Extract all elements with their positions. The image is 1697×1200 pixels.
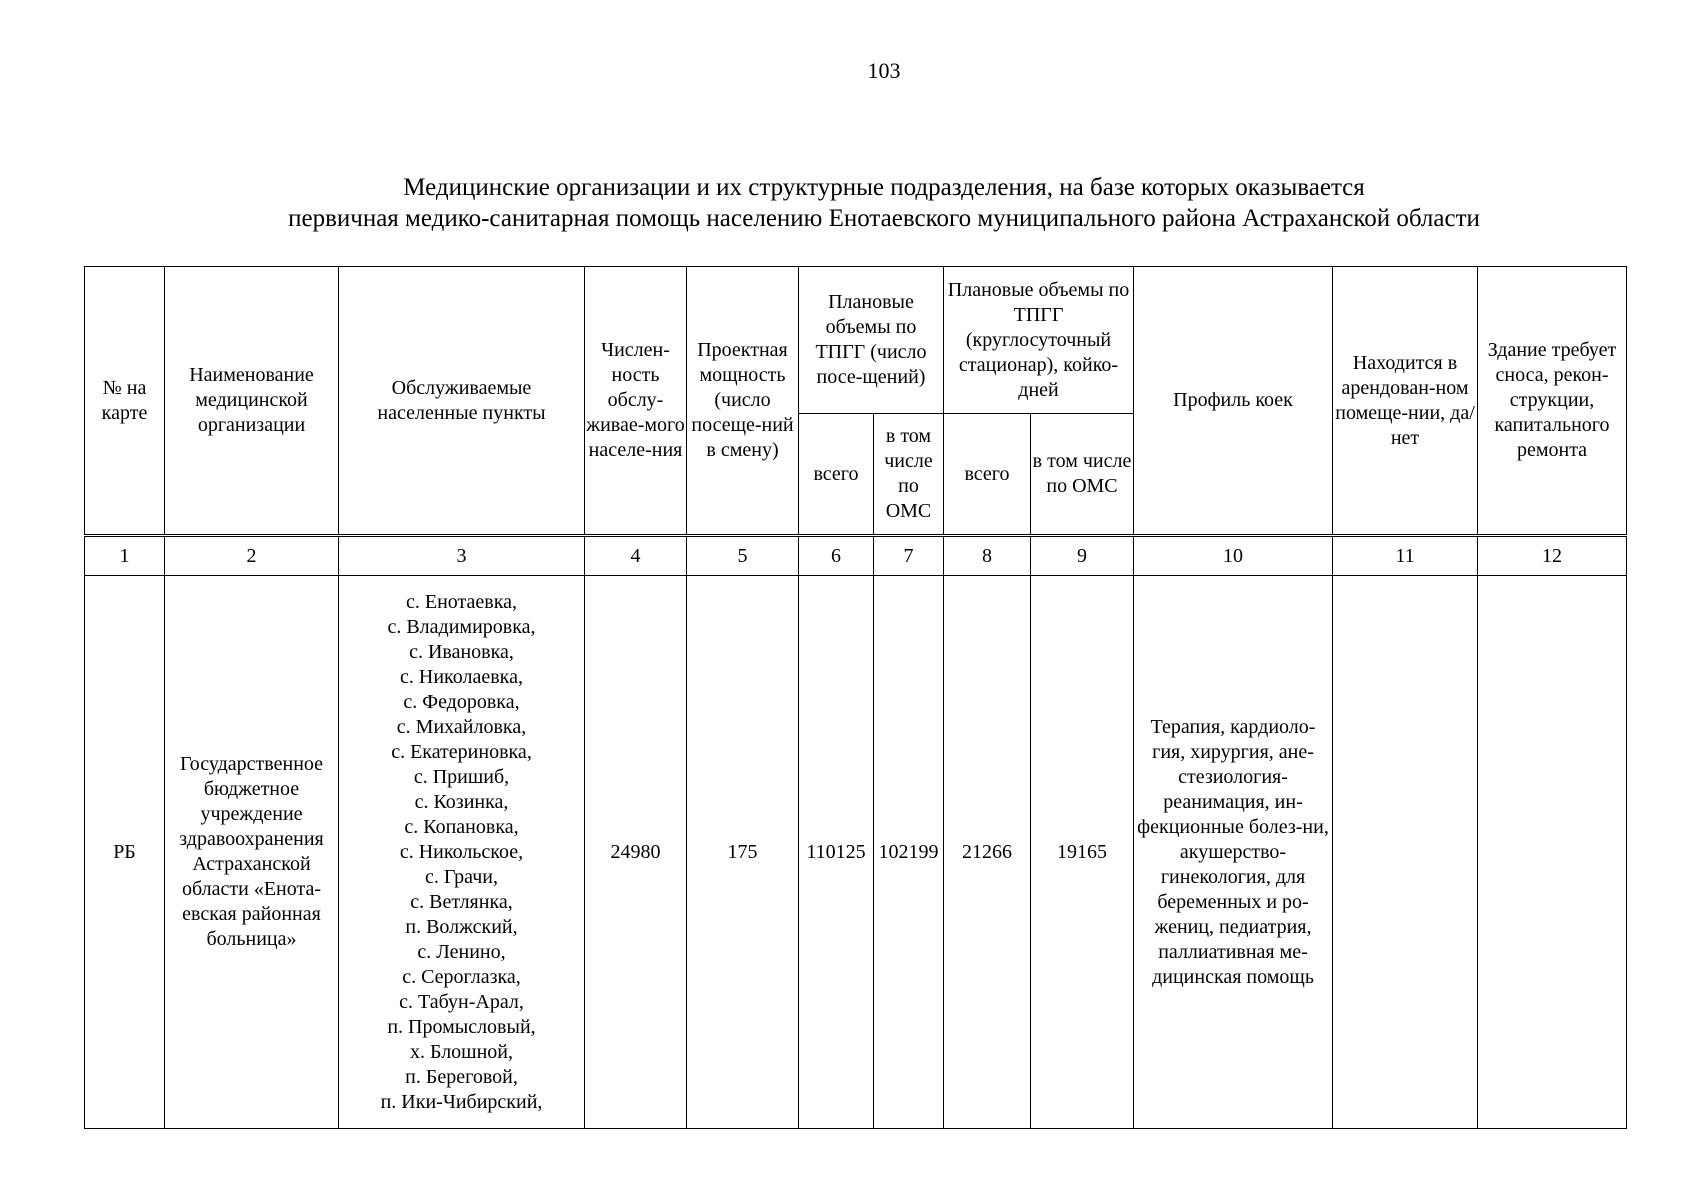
settlement-item: с. Ленино,: [417, 940, 506, 963]
organizations-table: [84, 266, 1627, 1129]
header-planned-bed-days: Плановые объемы по ТПГГ (круглосуточный стационар), койко-дней: [944, 267, 1134, 414]
settlement-item: с. Ветлянка,: [410, 890, 513, 913]
subheader-visits-total: всего: [799, 414, 874, 536]
header-rented: Находится в арендован-ном помеще-нии, да/нет: [1333, 267, 1478, 536]
settlement-item: п. Ики-Чибирский,: [380, 1090, 543, 1113]
bed-profile-cell: Терапия, кардиоло-гия, хирургия, ане-стезиология-реанимация, ин-фекционные болез-ни, акушерство-гинекология, для беременных и ро-жениц, педиатрия, паллиативная ме-дицинская помощь: [1134, 576, 1333, 1129]
column-number: 11: [1333, 536, 1478, 576]
column-number: 3: [339, 536, 585, 576]
settlement-item: с. Федоровка,: [403, 690, 520, 713]
settlement-item: с. Копановка,: [404, 815, 519, 838]
settlement-item: с. Козинка,: [414, 790, 509, 813]
settlement-item: с. Владимировка,: [387, 615, 536, 638]
settlement-item: с. Екатериновка,: [391, 740, 532, 763]
table-header-row: [85, 267, 1627, 414]
column-number: 8: [944, 536, 1031, 576]
header-planned-visits: Плановые объемы по ТПГГ (число посе-щений): [799, 267, 944, 414]
document-title: [0, 172, 1697, 234]
settlement-item: с. Енотаевка,: [405, 590, 517, 613]
settlement-item: с. Никольское,: [399, 840, 524, 863]
settlement-item: с. Грачи,: [424, 865, 499, 888]
reconstruction-cell: [1478, 576, 1627, 1129]
map-number-cell: РБ: [85, 576, 165, 1129]
header-capacity: Проектная мощность (число посеще-ний в смену): [687, 267, 799, 536]
column-number: 5: [687, 536, 799, 576]
population-cell: 24980: [585, 576, 687, 1129]
settlements-cell: [339, 576, 585, 1129]
settlement-item: с. Ивановка,: [409, 640, 514, 663]
capacity-cell: 175: [687, 576, 799, 1129]
header-organization-name: Наименование медицинской организации: [165, 267, 339, 536]
settlement-item: с. Табун-Арал,: [399, 990, 524, 1013]
column-number: 10: [1134, 536, 1333, 576]
header-bed-profile: Профиль коек: [1134, 267, 1333, 536]
header-map-number: № на карте: [85, 267, 165, 536]
page-number: 103: [867, 58, 901, 83]
rented-cell: [1333, 576, 1478, 1129]
title-line-2: первичная медико-санитарная помощь населению Енотаевского муниципального района Астраханской области: [288, 205, 1480, 232]
organization-name-cell: Государственное бюджетное учреждение здравоохранения Астраханской области «Енота-евская районная больница»: [165, 576, 339, 1129]
subheader-bed-days-oms: в том числе по ОМС: [1031, 414, 1134, 536]
settlement-item: с. Пришиб,: [413, 765, 510, 788]
settlement-item: п. Промысловый,: [387, 1015, 536, 1038]
bed-days-total-cell: 21266: [944, 576, 1031, 1129]
column-number: 12: [1478, 536, 1627, 576]
subheader-visits-oms: в том числе по ОМС: [874, 414, 944, 536]
title-line-1: Медицинские организации и их структурные подразделения, на базе которых оказывается: [403, 174, 1365, 201]
column-number: 6: [799, 536, 874, 576]
column-number-row: [85, 536, 1627, 576]
settlement-item: с. Николаевка,: [400, 665, 523, 688]
settlement-item: п. Береговой,: [405, 1065, 518, 1088]
header-reconstruction: Здание требует сноса, рекон-струкции, капитального ремонта: [1478, 267, 1627, 536]
settlement-item: п. Волжский,: [405, 915, 518, 938]
column-number: 7: [874, 536, 944, 576]
column-number: 4: [585, 536, 687, 576]
column-number: 2: [165, 536, 339, 576]
subheader-bed-days-total: всего: [944, 414, 1031, 536]
visits-total-cell: 110125: [799, 576, 874, 1129]
header-population: Числен-ность обслу-живае-мого населе-ния: [585, 267, 687, 536]
settlement-item: с. Сероглазка,: [402, 965, 521, 988]
column-number: 1: [85, 536, 165, 576]
visits-oms-cell: 102199: [874, 576, 944, 1129]
table-row: [85, 576, 1627, 1129]
header-settlements: Обслуживаемые населенные пункты: [339, 267, 585, 536]
bed-days-oms-cell: 19165: [1031, 576, 1134, 1129]
column-number: 9: [1031, 536, 1134, 576]
settlement-item: с. Михайловка,: [396, 715, 527, 738]
settlement-item: х. Блошной,: [409, 1040, 513, 1063]
